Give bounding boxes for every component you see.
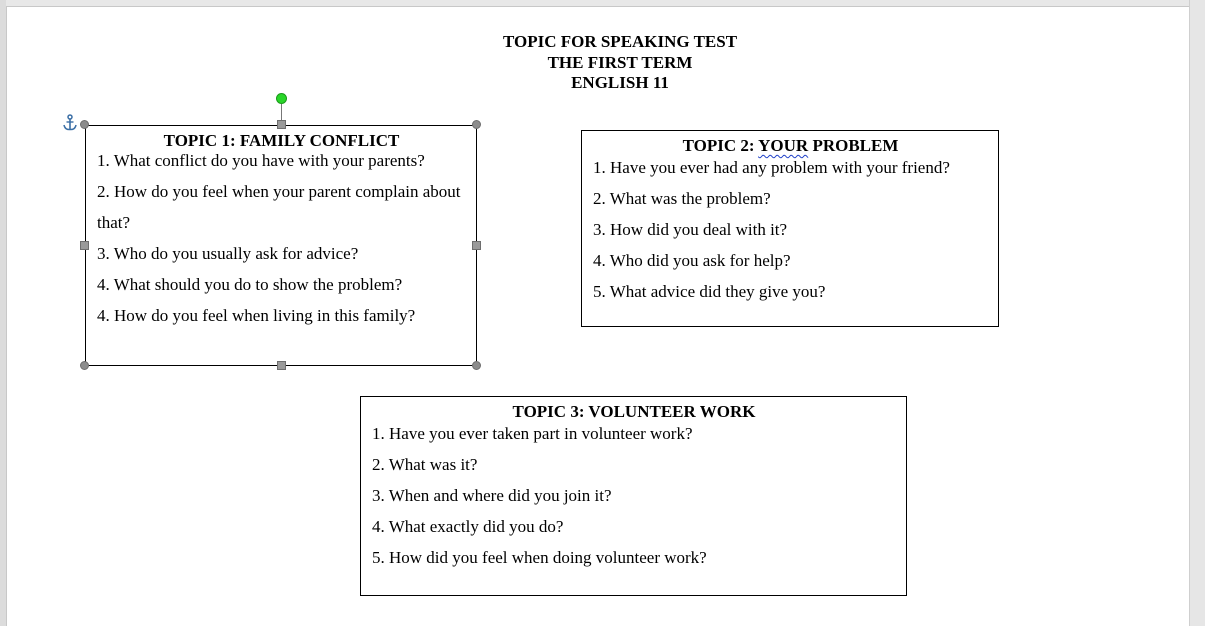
header-line-3: ENGLISH 11: [571, 73, 669, 92]
topic-2-question-4: 4. Who did you ask for help?: [593, 251, 791, 270]
topic-1-question-2: 2. How do you feel when your parent complain about that?: [97, 182, 461, 232]
resize-handle-top-left[interactable]: [80, 120, 89, 129]
topic-1-text-box[interactable]: [85, 125, 477, 366]
page-edge-top: [6, 6, 1189, 7]
resize-handle-right[interactable]: [472, 241, 481, 250]
topic-1-question-1: 1. What conflict do you have with your parents?: [97, 151, 425, 170]
topic-3-questions: [372, 418, 896, 573]
topic-2-questions: [593, 152, 988, 307]
topic-1-question-5: 4. How do you feel when living in this family?: [97, 306, 416, 325]
page-edge-left: [6, 6, 7, 626]
topic-2-title-prefix: TOPIC 2:: [682, 136, 759, 155]
topic-1-title: TOPIC 1: FAMILY CONFLICT: [163, 131, 400, 150]
topic-3-question-2: 2. What was it?: [372, 455, 478, 474]
topic-1-questions: [97, 145, 466, 331]
topic-2-text-box[interactable]: [581, 130, 999, 327]
topic-3-question-3: 3. When and where did you join it?: [372, 486, 612, 505]
resize-handle-top[interactable]: [277, 120, 286, 129]
resize-handle-left[interactable]: [80, 241, 89, 250]
topic-2-title-underlined: YOUR: [758, 136, 809, 155]
topic-2-title-suffix: PROBLEM: [808, 136, 899, 155]
header-line-2: THE FIRST TERM: [547, 52, 693, 72]
topic-3-question-4: 4. What exactly did you do?: [372, 517, 564, 536]
topic-3-text-box[interactable]: [360, 396, 907, 596]
topic-1-question-3: 3. Who do you usually ask for advice?: [97, 244, 359, 263]
topic-1-question-4: 4. What should you do to show the problem?: [97, 275, 403, 294]
document-header: [420, 32, 820, 94]
topic-2-question-3: 3. How did you deal with it?: [593, 220, 788, 239]
resize-handle-bottom-left[interactable]: [80, 361, 89, 370]
topic-3-question-1: 1. Have you ever taken part in volunteer work?: [372, 424, 693, 443]
resize-handle-bottom[interactable]: [277, 361, 286, 370]
rotate-handle-icon[interactable]: [276, 93, 287, 104]
resize-handle-top-right[interactable]: [472, 120, 481, 129]
anchor-icon[interactable]: [62, 114, 78, 132]
resize-handle-bottom-right[interactable]: [472, 361, 481, 370]
topic-3-question-5: 5. How did you feel when doing volunteer work?: [372, 548, 707, 567]
topic-2-question-5: 5. What advice did they give you?: [593, 282, 826, 301]
header-line-1: TOPIC FOR SPEAKING TEST: [502, 32, 738, 51]
topic-3-title: TOPIC 3: VOLUNTEER WORK: [512, 402, 756, 421]
topic-2-question-2: 2. What was the problem?: [593, 189, 771, 208]
topic-2-question-1: 1. Have you ever had any problem with your friend?: [593, 158, 950, 177]
workspace-margin-right: [1189, 0, 1205, 626]
